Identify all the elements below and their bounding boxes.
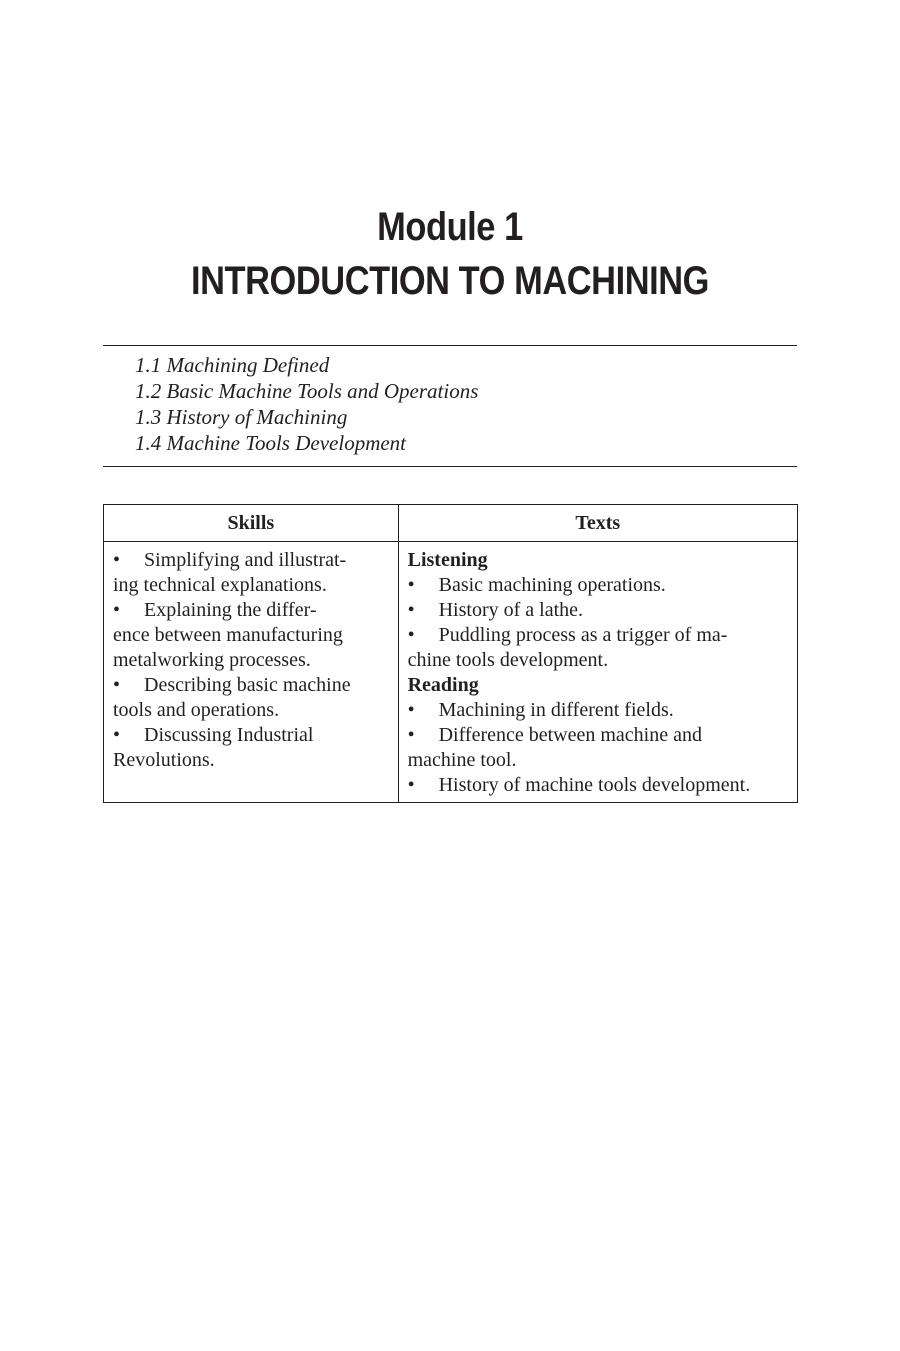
skills-column-header: Skills xyxy=(104,505,399,542)
listening-heading: Listening xyxy=(407,549,488,571)
line-text: Puddling process as a trigger of ma- xyxy=(438,624,728,646)
reading-line xyxy=(408,773,788,798)
skills-line xyxy=(113,698,389,723)
bullet-icon: • xyxy=(407,774,415,796)
line-text: Explaining the differ- xyxy=(144,599,317,621)
listening-line xyxy=(408,573,788,598)
bullet-icon: • xyxy=(113,724,121,746)
texts-cell xyxy=(398,542,797,803)
skills-texts-table xyxy=(103,504,798,803)
contents-item: 1.3 History of Machining xyxy=(135,405,348,429)
line-text: History of a lathe. xyxy=(438,599,584,621)
skills-line xyxy=(113,623,389,648)
skills-line xyxy=(113,673,389,698)
line-text: tools and operations. xyxy=(113,699,280,721)
line-text: Discussing Industrial xyxy=(144,724,314,746)
reading-line xyxy=(408,698,788,723)
line-text: Simplifying and illustrat- xyxy=(144,549,347,571)
line-text: Machining in different fields. xyxy=(438,699,674,721)
module-heading xyxy=(63,200,837,308)
contents-list xyxy=(103,345,797,467)
reading-heading: Reading xyxy=(407,674,479,696)
skills-line xyxy=(113,598,389,623)
line-text: ence between manufacturing xyxy=(113,624,343,646)
skills-line xyxy=(113,748,389,773)
module-title: INTRODUCTION TO MACHINING xyxy=(191,259,709,303)
line-text: Difference between machine and xyxy=(438,724,702,746)
line-text: ing technical explanations. xyxy=(113,574,327,596)
line-text: Basic machining operations. xyxy=(438,574,666,596)
texts-column-header: Texts xyxy=(398,505,797,542)
skills-list xyxy=(113,548,389,773)
contents-item: 1.1 Machining Defined xyxy=(135,353,330,377)
listening-line xyxy=(408,623,788,648)
reading-list xyxy=(408,698,788,798)
skills-cell xyxy=(104,542,399,803)
listening-line xyxy=(408,648,788,673)
skills-line xyxy=(113,648,389,673)
skills-line xyxy=(113,573,389,598)
bullet-icon: • xyxy=(407,724,415,746)
line-text: chine tools development. xyxy=(407,649,609,671)
skills-line xyxy=(113,723,389,748)
line-text: History of machine tools development. xyxy=(438,774,751,796)
contents-item: 1.2 Basic Machine Tools and Operations xyxy=(135,379,479,403)
bullet-icon: • xyxy=(407,699,415,721)
module-number: Module 1 xyxy=(377,205,523,249)
bullet-icon: • xyxy=(407,599,415,621)
listening-list xyxy=(408,573,788,673)
reading-line xyxy=(408,723,788,748)
line-text: Describing basic machine xyxy=(144,674,351,696)
line-text: Revolutions. xyxy=(113,749,215,771)
bullet-icon: • xyxy=(113,549,121,571)
line-text: machine tool. xyxy=(407,749,517,771)
skills-line xyxy=(113,548,389,573)
listening-line xyxy=(408,598,788,623)
bullet-icon: • xyxy=(113,599,121,621)
bullet-icon: • xyxy=(113,674,121,696)
reading-line xyxy=(408,748,788,773)
line-text: metalworking processes. xyxy=(113,649,311,671)
bullet-icon: • xyxy=(407,624,415,646)
bullet-icon: • xyxy=(407,574,415,596)
contents-item: 1.4 Machine Tools Development xyxy=(135,431,407,455)
